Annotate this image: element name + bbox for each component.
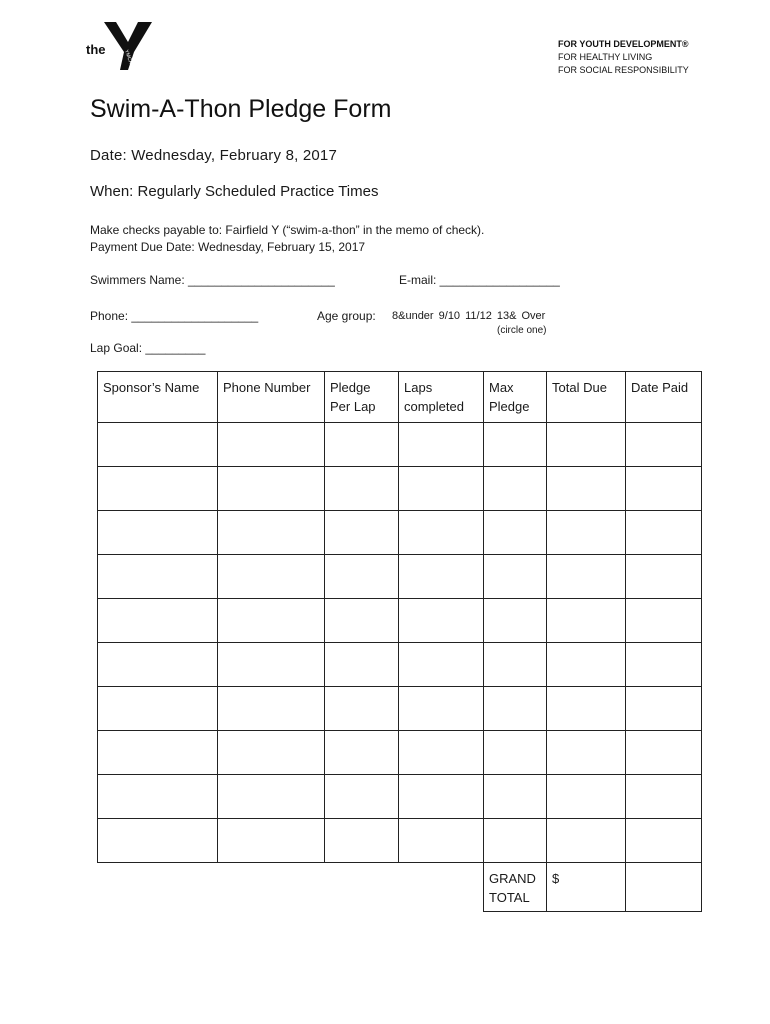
table-row <box>98 731 702 775</box>
logo-ymca-text: YMCA <box>122 49 134 65</box>
pledge-per-lap-cell[interactable] <box>325 423 399 467</box>
circle-one-note: (circle one) <box>497 325 547 336</box>
swimmer-name-field[interactable]: Swimmers Name: ______________________ <box>90 273 335 287</box>
payment-instructions <box>90 222 484 256</box>
phone-number-cell[interactable] <box>218 687 325 731</box>
max-pledge-cell[interactable] <box>484 467 547 511</box>
date-paid-cell[interactable] <box>626 643 702 687</box>
phone-number-cell[interactable] <box>218 775 325 819</box>
date-paid-cell[interactable] <box>626 555 702 599</box>
sponsor-name-cell[interactable] <box>98 467 218 511</box>
table-header-row <box>98 372 702 423</box>
ymca-tagline <box>558 38 689 77</box>
page-title: Swim-A-Thon Pledge Form <box>90 95 392 123</box>
table-row <box>98 423 702 467</box>
laps-completed-cell[interactable] <box>399 687 484 731</box>
total-due-cell[interactable] <box>547 555 626 599</box>
total-due-cell[interactable] <box>547 599 626 643</box>
payment-due-text: Payment Due Date: Wednesday, February 15, 2017 <box>90 240 366 254</box>
phone-field[interactable]: Phone: ___________________ <box>90 309 259 323</box>
phone-number-cell[interactable] <box>218 511 325 555</box>
grand-total-label: GRAND TOTAL <box>484 863 547 912</box>
ymca-logo <box>86 18 158 74</box>
tagline-line-2: FOR HEALTHY LIVING <box>558 52 653 62</box>
total-due-cell[interactable] <box>547 423 626 467</box>
event-time: When: Regularly Scheduled Practice Times <box>90 183 379 200</box>
table-row <box>98 467 702 511</box>
date-paid-cell[interactable] <box>626 599 702 643</box>
date-paid-cell[interactable] <box>626 511 702 555</box>
sponsor-name-cell[interactable] <box>98 423 218 467</box>
pledge-per-lap-cell[interactable] <box>325 467 399 511</box>
age-group-label: Age group: <box>317 309 376 323</box>
ymca-y-logo-icon <box>104 18 156 74</box>
grand-total-amount-cell[interactable]: $ <box>547 863 626 912</box>
date-paid-cell[interactable] <box>626 687 702 731</box>
total-due-cell[interactable] <box>547 511 626 555</box>
pledge-table <box>97 371 702 912</box>
total-due-cell[interactable] <box>547 467 626 511</box>
max-pledge-cell[interactable] <box>484 687 547 731</box>
header-total-due: Total Due <box>547 372 626 423</box>
phone-number-cell[interactable] <box>218 819 325 863</box>
table-row <box>98 687 702 731</box>
laps-completed-cell[interactable] <box>399 599 484 643</box>
header-sponsor-name: Sponsor’s Name <box>98 372 218 423</box>
pledge-per-lap-cell[interactable] <box>325 555 399 599</box>
email-field[interactable]: E-mail: __________________ <box>399 273 560 287</box>
table-row <box>98 819 702 863</box>
sponsor-name-cell[interactable] <box>98 687 218 731</box>
pledge-per-lap-cell[interactable] <box>325 511 399 555</box>
pledge-per-lap-cell[interactable] <box>325 687 399 731</box>
date-paid-cell[interactable] <box>626 731 702 775</box>
header-max-pledge: Max Pledge <box>484 372 547 423</box>
laps-completed-cell[interactable] <box>399 731 484 775</box>
laps-completed-cell[interactable] <box>399 819 484 863</box>
phone-number-cell[interactable] <box>218 467 325 511</box>
max-pledge-cell[interactable] <box>484 599 547 643</box>
max-pledge-cell[interactable] <box>484 731 547 775</box>
phone-number-cell[interactable] <box>218 731 325 775</box>
date-paid-cell[interactable] <box>626 467 702 511</box>
total-due-cell[interactable] <box>547 819 626 863</box>
checks-payable-text: Make checks payable to: Fairfield Y (“swim-a-thon” in the memo of check). <box>90 223 485 237</box>
header-phone-number: Phone Number <box>218 372 325 423</box>
date-paid-cell[interactable] <box>626 775 702 819</box>
total-due-cell[interactable] <box>547 687 626 731</box>
event-date: Date: Wednesday, February 8, 2017 <box>90 147 338 164</box>
grand-total-extra-cell[interactable] <box>626 863 702 912</box>
pledge-per-lap-cell[interactable] <box>325 819 399 863</box>
max-pledge-cell[interactable] <box>484 819 547 863</box>
sponsor-name-cell[interactable] <box>98 555 218 599</box>
laps-completed-cell[interactable] <box>399 423 484 467</box>
sponsor-name-cell[interactable] <box>98 731 218 775</box>
grand-total-row <box>98 863 702 912</box>
sponsor-name-cell[interactable] <box>98 819 218 863</box>
total-due-cell[interactable] <box>547 775 626 819</box>
phone-number-cell[interactable] <box>218 599 325 643</box>
age-group-options[interactable]: 8&under 9/10 11/12 13& Over <box>392 310 546 322</box>
header-pledge-per-lap: Pledge Per Lap <box>325 372 399 423</box>
table-row <box>98 555 702 599</box>
header-laps-completed: Laps completed <box>399 372 484 423</box>
table-row <box>98 643 702 687</box>
sponsor-name-cell[interactable] <box>98 511 218 555</box>
sponsor-name-cell[interactable] <box>98 643 218 687</box>
tagline-line-1: FOR YOUTH DEVELOPMENT® <box>558 39 689 49</box>
laps-completed-cell[interactable] <box>399 775 484 819</box>
laps-completed-cell[interactable] <box>399 555 484 599</box>
lap-goal-field[interactable]: Lap Goal: _________ <box>90 341 206 355</box>
max-pledge-cell[interactable] <box>484 555 547 599</box>
pledge-per-lap-cell[interactable] <box>325 731 399 775</box>
max-pledge-cell[interactable] <box>484 423 547 467</box>
sponsor-name-cell[interactable] <box>98 775 218 819</box>
max-pledge-cell[interactable] <box>484 511 547 555</box>
table-row <box>98 599 702 643</box>
max-pledge-cell[interactable] <box>484 775 547 819</box>
laps-completed-cell[interactable] <box>399 511 484 555</box>
date-paid-cell[interactable] <box>626 819 702 863</box>
total-due-cell[interactable] <box>547 643 626 687</box>
logo-the-text: the <box>86 42 106 57</box>
sponsor-name-cell[interactable] <box>98 599 218 643</box>
date-paid-cell[interactable] <box>626 423 702 467</box>
max-pledge-cell[interactable] <box>484 643 547 687</box>
header-date-paid: Date Paid <box>626 372 702 423</box>
table-row <box>98 511 702 555</box>
phone-number-cell[interactable] <box>218 423 325 467</box>
phone-number-cell[interactable] <box>218 555 325 599</box>
phone-number-cell[interactable] <box>218 643 325 687</box>
laps-completed-cell[interactable] <box>399 467 484 511</box>
laps-completed-cell[interactable] <box>399 643 484 687</box>
pledge-per-lap-cell[interactable] <box>325 643 399 687</box>
tagline-line-3: FOR SOCIAL RESPONSIBILITY <box>558 65 689 75</box>
pledge-per-lap-cell[interactable] <box>325 775 399 819</box>
pledge-per-lap-cell[interactable] <box>325 599 399 643</box>
total-due-cell[interactable] <box>547 731 626 775</box>
table-row <box>98 775 702 819</box>
